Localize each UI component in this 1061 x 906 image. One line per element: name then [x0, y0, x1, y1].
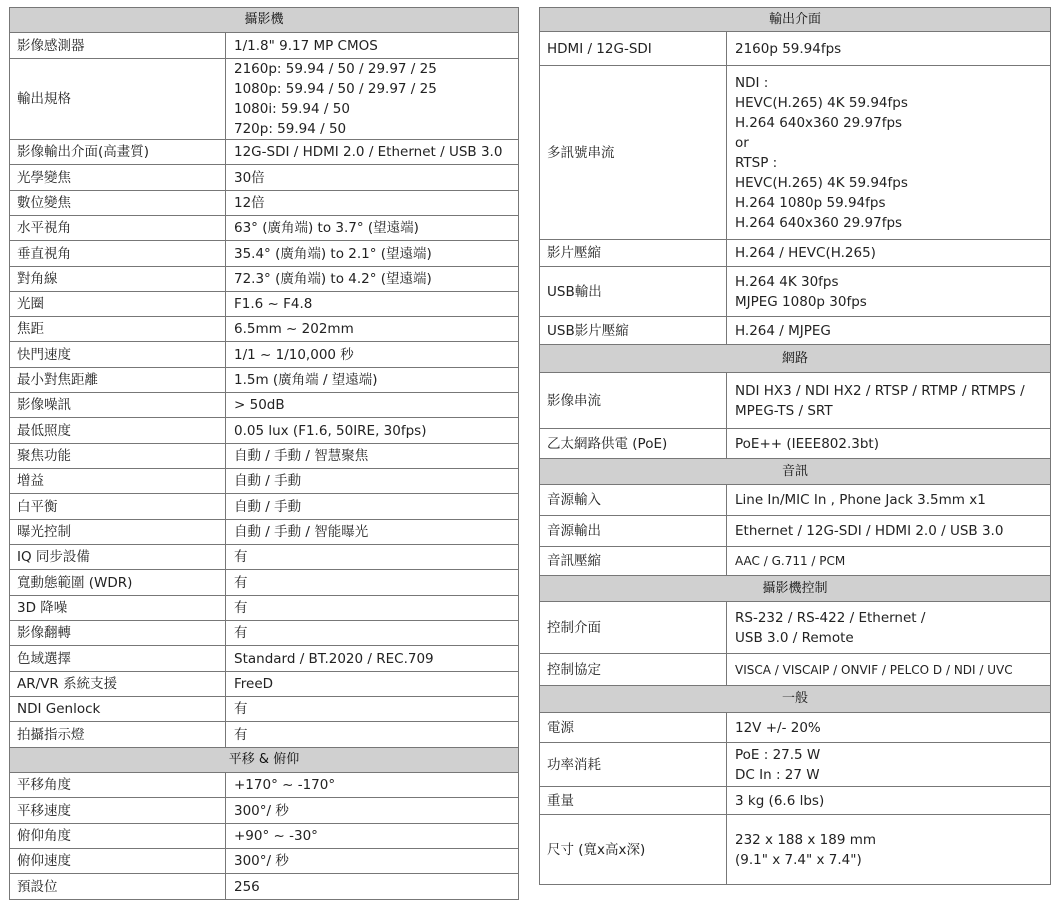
- spec-value: +170° ~ -170°: [226, 773, 519, 798]
- spec-row: [10, 874, 519, 900]
- spec-row: [10, 494, 519, 520]
- spec-row: [540, 485, 1051, 516]
- spec-row: [10, 444, 519, 469]
- spec-label: 白平衡: [10, 494, 226, 520]
- spec-row: [10, 469, 519, 494]
- spec-row: [10, 596, 519, 621]
- spec-value: 35.4° (廣角端) to 2.1° (望遠端): [226, 241, 519, 267]
- section-header-row: [540, 686, 1051, 713]
- spec-label: 拍攝指示燈: [10, 722, 226, 748]
- spec-label: 影像輸出介面(高畫質): [10, 140, 226, 165]
- spec-value: PoE : 27.5 W DC In : 27 W: [727, 743, 1051, 787]
- spec-label: 預設位: [10, 874, 226, 900]
- section-header-row: [540, 459, 1051, 485]
- spec-value: F1.6 ~ F4.8: [226, 292, 519, 317]
- spec-value: PoE++ (IEEE802.3bt): [727, 429, 1051, 459]
- section-header: 平移 & 俯仰: [10, 748, 519, 773]
- spec-value: 1.5m (廣角端 / 望遠端): [226, 368, 519, 393]
- section-header-row: [540, 576, 1051, 602]
- spec-label: 乙太網路供電 (PoE): [540, 429, 727, 459]
- spec-value: 0.05 lux (F1.6, 50IRE, 30fps): [226, 418, 519, 444]
- spec-label: 最低照度: [10, 418, 226, 444]
- spec-label: 快門速度: [10, 342, 226, 368]
- spec-value: NDI : HEVC(H.265) 4K 59.94fps H.264 640x360 29.97fps or RTSP : HEVC(H.265) 4K 59.94fps H.264 1080p 59.94fps H.264 640x360 29.97fps: [727, 66, 1051, 240]
- spec-value: 300°/ 秒: [226, 798, 519, 824]
- spec-row: [10, 798, 519, 824]
- spec-label: USB輸出: [540, 267, 727, 317]
- spec-value: 3 kg (6.6 lbs): [727, 787, 1051, 815]
- spec-value: 300°/ 秒: [226, 849, 519, 874]
- spec-label: 音源輸出: [540, 516, 727, 547]
- spec-label: 寬動態範圍 (WDR): [10, 570, 226, 596]
- spec-value: 自動 / 手動: [226, 469, 519, 494]
- spec-label: 垂直視角: [10, 241, 226, 267]
- spec-row: [540, 516, 1051, 547]
- spec-row: [10, 292, 519, 317]
- spec-value: 1/1.8" 9.17 MP CMOS: [226, 33, 519, 59]
- spec-value: H.264 4K 30fps MJPEG 1080p 30fps: [727, 267, 1051, 317]
- section-header: 輸出介面: [540, 8, 1051, 32]
- spec-row: [10, 342, 519, 368]
- spec-label: 功率消耗: [540, 743, 727, 787]
- spec-value: 1/1 ~ 1/10,000 秒: [226, 342, 519, 368]
- spec-value: 12V +/- 20%: [727, 713, 1051, 743]
- spec-value: 有: [226, 596, 519, 621]
- spec-label: 水平視角: [10, 216, 226, 241]
- spec-label: HDMI / 12G-SDI: [540, 32, 727, 66]
- spec-row: [540, 713, 1051, 743]
- section-header-row: [10, 748, 519, 773]
- spec-row: [540, 429, 1051, 459]
- spec-label: 平移速度: [10, 798, 226, 824]
- spec-label: 光學變焦: [10, 165, 226, 191]
- spec-value: Standard / BT.2020 / REC.709: [226, 646, 519, 672]
- spec-row: [10, 33, 519, 59]
- spec-label: 平移角度: [10, 773, 226, 798]
- spec-label: 俯仰角度: [10, 824, 226, 849]
- spec-value: RS-232 / RS-422 / Ethernet / USB 3.0 / Remote: [727, 602, 1051, 654]
- spec-label: 數位變焦: [10, 191, 226, 216]
- spec-label: USB影片壓縮: [540, 317, 727, 345]
- spec-value: 30倍: [226, 165, 519, 191]
- spec-row: [10, 241, 519, 267]
- spec-row: [10, 697, 519, 722]
- camera-spec-table-right: [539, 7, 1051, 885]
- spec-value: 有: [226, 722, 519, 748]
- spec-label: 色域選擇: [10, 646, 226, 672]
- spec-label: 俯仰速度: [10, 849, 226, 874]
- spec-row: [540, 32, 1051, 66]
- spec-row: [10, 140, 519, 165]
- spec-label: 光圈: [10, 292, 226, 317]
- spec-label: 控制協定: [540, 654, 727, 686]
- spec-label: 影像翻轉: [10, 621, 226, 646]
- spec-value: 有: [226, 697, 519, 722]
- spec-row: [10, 165, 519, 191]
- spec-value: 232 x 188 x 189 mm (9.1" x 7.4" x 7.4"): [727, 815, 1051, 885]
- spec-value: 256: [226, 874, 519, 900]
- spec-row: [10, 418, 519, 444]
- spec-row: [540, 547, 1051, 576]
- spec-row: [10, 849, 519, 874]
- spec-label: 重量: [540, 787, 727, 815]
- spec-row: [540, 602, 1051, 654]
- spec-row: [10, 191, 519, 216]
- spec-row: [540, 654, 1051, 686]
- spec-value: > 50dB: [226, 393, 519, 418]
- section-header-row: [540, 8, 1051, 32]
- spec-label: AR/VR 系統支援: [10, 672, 226, 697]
- spec-row: [540, 267, 1051, 317]
- spec-row: [10, 368, 519, 393]
- spec-label: 增益: [10, 469, 226, 494]
- section-header: 音訊: [540, 459, 1051, 485]
- spec-row: [10, 216, 519, 241]
- spec-value: NDI HX3 / NDI HX2 / RTSP / RTMP / RTMPS / MPEG-TS / SRT: [727, 373, 1051, 429]
- spec-value: 自動 / 手動 / 智慧聚焦: [226, 444, 519, 469]
- spec-value: H.264 / HEVC(H.265): [727, 240, 1051, 267]
- spec-label: 曝光控制: [10, 520, 226, 545]
- spec-label: 音訊壓縮: [540, 547, 727, 576]
- spec-row: [540, 240, 1051, 267]
- spec-value: 2160p: 59.94 / 50 / 29.97 / 25 1080p: 59.94 / 50 / 29.97 / 25 1080i: 59.94 / 50 720p: 59.94 / 50: [226, 59, 519, 140]
- spec-row: [540, 787, 1051, 815]
- spec-value: H.264 / MJPEG: [727, 317, 1051, 345]
- section-header: 攝影機: [10, 8, 519, 33]
- spec-value: 有: [226, 570, 519, 596]
- spec-row: [540, 815, 1051, 885]
- spec-value: Ethernet / 12G-SDI / HDMI 2.0 / USB 3.0: [727, 516, 1051, 547]
- spec-row: [10, 672, 519, 697]
- spec-label: 多訊號串流: [540, 66, 727, 240]
- spec-label: 音源輸入: [540, 485, 727, 516]
- spec-label: 輸出規格: [10, 59, 226, 140]
- spec-row: [10, 646, 519, 672]
- spec-value: 12G-SDI / HDMI 2.0 / Ethernet / USB 3.0: [226, 140, 519, 165]
- spec-value: Line In/MIC In , Phone Jack 3.5mm x1: [727, 485, 1051, 516]
- section-header: 一般: [540, 686, 1051, 713]
- spec-label: 影像串流: [540, 373, 727, 429]
- spec-value: VISCA / VISCAIP / ONVIF / PELCO D / NDI / UVC: [727, 654, 1051, 686]
- spec-row: [10, 545, 519, 570]
- spec-value: 6.5mm ~ 202mm: [226, 317, 519, 342]
- spec-label: IQ 同步設備: [10, 545, 226, 570]
- spec-label: 3D 降噪: [10, 596, 226, 621]
- spec-value: 有: [226, 545, 519, 570]
- spec-label: 焦距: [10, 317, 226, 342]
- section-header-row: [540, 345, 1051, 373]
- spec-value: 12倍: [226, 191, 519, 216]
- spec-row: [10, 824, 519, 849]
- spec-label: 控制介面: [540, 602, 727, 654]
- spec-value: +90° ~ -30°: [226, 824, 519, 849]
- spec-label: 影片壓縮: [540, 240, 727, 267]
- spec-value: AAC / G.711 / PCM: [727, 547, 1051, 576]
- spec-value: FreeD: [226, 672, 519, 697]
- spec-row: [10, 570, 519, 596]
- spec-row: [10, 520, 519, 545]
- section-header: 攝影機控制: [540, 576, 1051, 602]
- spec-row: [10, 722, 519, 748]
- spec-value: 63° (廣角端) to 3.7° (望遠端): [226, 216, 519, 241]
- spec-label: 最小對焦距離: [10, 368, 226, 393]
- spec-label: NDI Genlock: [10, 697, 226, 722]
- spec-label: 電源: [540, 713, 727, 743]
- spec-row: [10, 773, 519, 798]
- spec-row: [540, 743, 1051, 787]
- spec-row: [540, 66, 1051, 240]
- spec-label: 影像感測器: [10, 33, 226, 59]
- camera-spec-table-left: [9, 7, 519, 900]
- section-header: 網路: [540, 345, 1051, 373]
- section-header-row: [10, 8, 519, 33]
- spec-value: 72.3° (廣角端) to 4.2° (望遠端): [226, 267, 519, 292]
- spec-label: 尺寸 (寬x高x深): [540, 815, 727, 885]
- spec-row: [10, 59, 519, 140]
- spec-value: 2160p 59.94fps: [727, 32, 1051, 66]
- spec-row: [10, 317, 519, 342]
- spec-row: [540, 317, 1051, 345]
- spec-value: 有: [226, 621, 519, 646]
- spec-row: [10, 393, 519, 418]
- spec-row: [540, 373, 1051, 429]
- spec-row: [10, 621, 519, 646]
- spec-label: 影像噪訊: [10, 393, 226, 418]
- spec-value: 自動 / 手動: [226, 494, 519, 520]
- spec-row: [10, 267, 519, 292]
- spec-value: 自動 / 手動 / 智能曝光: [226, 520, 519, 545]
- spec-label: 對角線: [10, 267, 226, 292]
- spec-label: 聚焦功能: [10, 444, 226, 469]
